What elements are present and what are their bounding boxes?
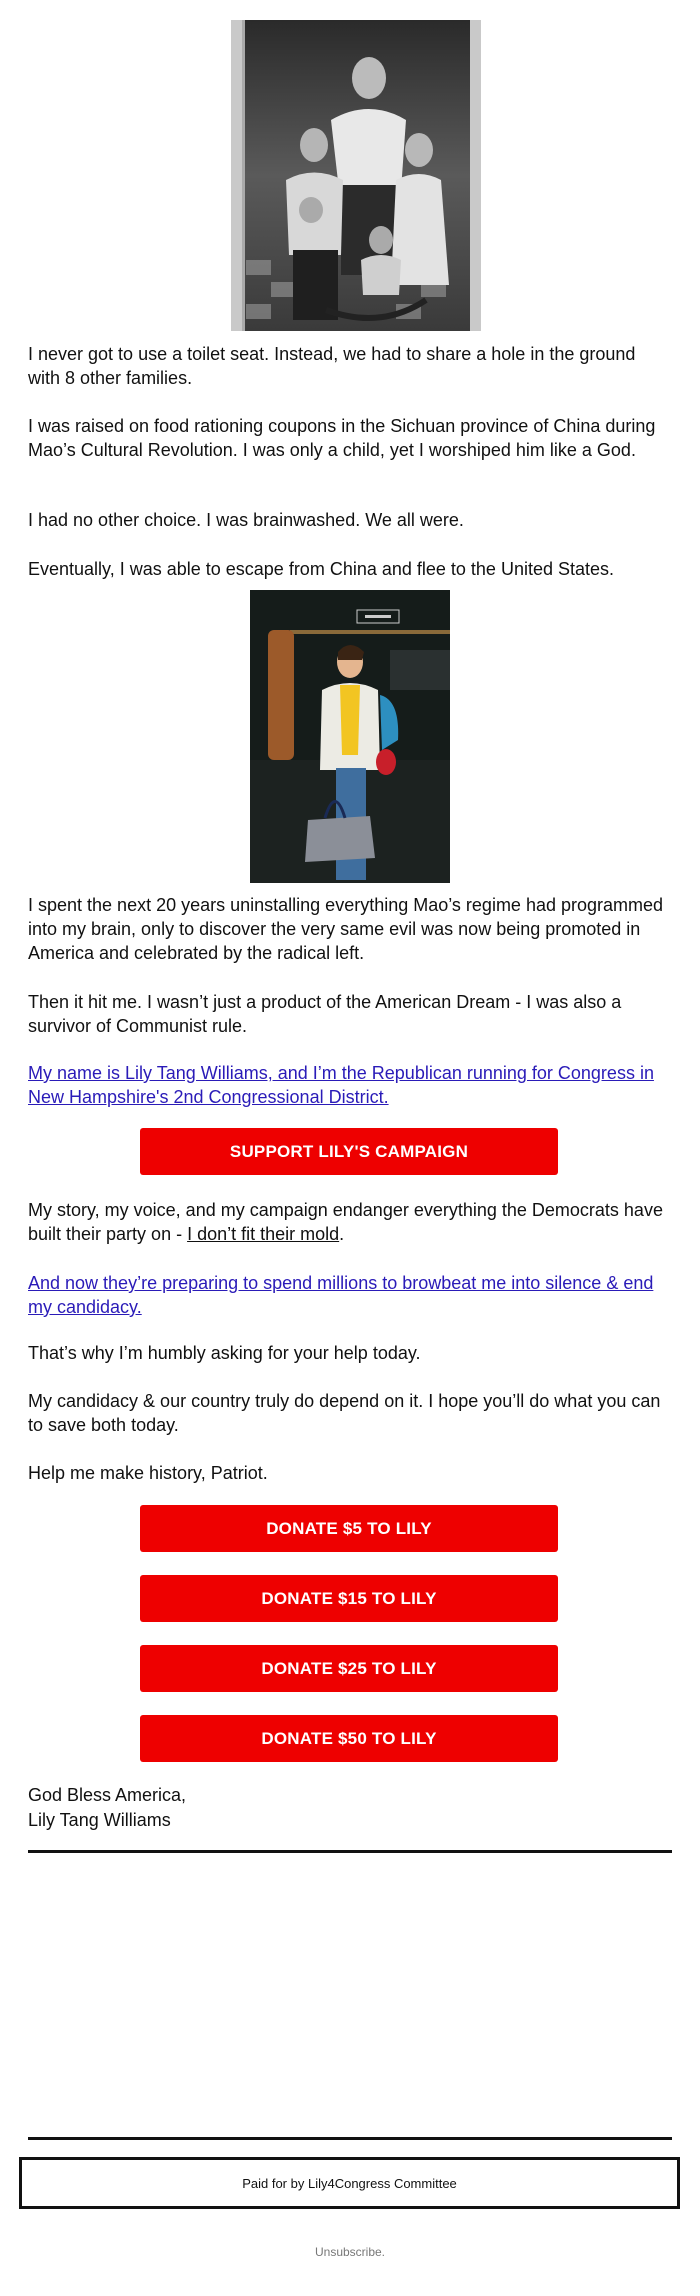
my-story-period: . [339,1224,345,1244]
paragraph-brainwashed: I had no other choice. I was brainwashed. We all were. [28,510,464,530]
donate-25-button[interactable]: DONATE $25 TO LILY [140,1645,558,1692]
browbeat-link[interactable]: And now they’re preparing to spend millions to browbeat me into silence & end my candidacy. [28,1273,654,1317]
airport-photo [250,590,450,883]
paragraph-uninstalling: I spent the next 20 years uninstalling everything Mao’s regime had programmed into my brain, only to discover the very same evil was now being promoted in America and celebrated by the radical left. [28,895,664,963]
support-campaign-button[interactable]: SUPPORT LILY'S CAMPAIGN [140,1128,558,1175]
paragraph-rationing: I was raised on food rationing coupons in the Sichuan province of China during Mao’s Cultural Revolution. I was only a child, yet I worshiped him like a God. [28,416,656,460]
paragraph-asking-help: That’s why I’m humbly asking for your help today. [28,1343,421,1363]
divider-bottom [28,2137,672,2140]
paragraph-intro-link [28,1061,672,1109]
divider-top [28,1850,672,1853]
paragraph-candidacy: My candidacy & our country truly do depend on it. I hope you’ll do what you can to save both today. [28,1391,661,1435]
donate-50-button[interactable]: DONATE $50 TO LILY [140,1715,558,1762]
my-story-text: My story, my voice, and my campaign endanger everything the Democrats have built their party on - [28,1200,663,1244]
paragraph-escape: Eventually, I was able to escape from China and flee to the United States. [28,559,615,579]
dont-fit-mold-link[interactable]: I don’t fit their mold [187,1224,340,1244]
unsubscribe-link[interactable]: Unsubscribe. [314,2245,386,2259]
paragraph-toilet: I never got to use a toilet seat. Instead, we had to share a hole in the ground with 8 other families. [28,344,636,388]
paragraph-browbeat-link [28,1271,672,1319]
paragraph-my-story [28,1198,672,1246]
unsubscribe-row [0,2245,700,2259]
paid-for-box [19,2157,680,2209]
donate-5-button[interactable]: DONATE $5 TO LILY [140,1505,558,1552]
airport-photo-image [250,590,450,883]
signoff: God Bless America, [28,1785,187,1805]
family-photo [231,20,481,331]
family-photo-image [231,20,481,331]
paragraph-make-history: Help me make history, Patriot. [28,1463,268,1483]
intro-link[interactable]: My name is Lily Tang Williams, and I’m the Republican running for Congress in New Hampshire's 2nd Congressional District. [28,1063,654,1107]
paid-for-text: Paid for by Lily4Congress Committee [242,2175,457,2191]
paragraph-american-dream: Then it hit me. I wasn’t just a product of the American Dream - I was also a survivor of Communist rule. [28,992,622,1036]
signature: Lily Tang Williams [28,1810,171,1830]
donate-15-button[interactable]: DONATE $15 TO LILY [140,1575,558,1622]
